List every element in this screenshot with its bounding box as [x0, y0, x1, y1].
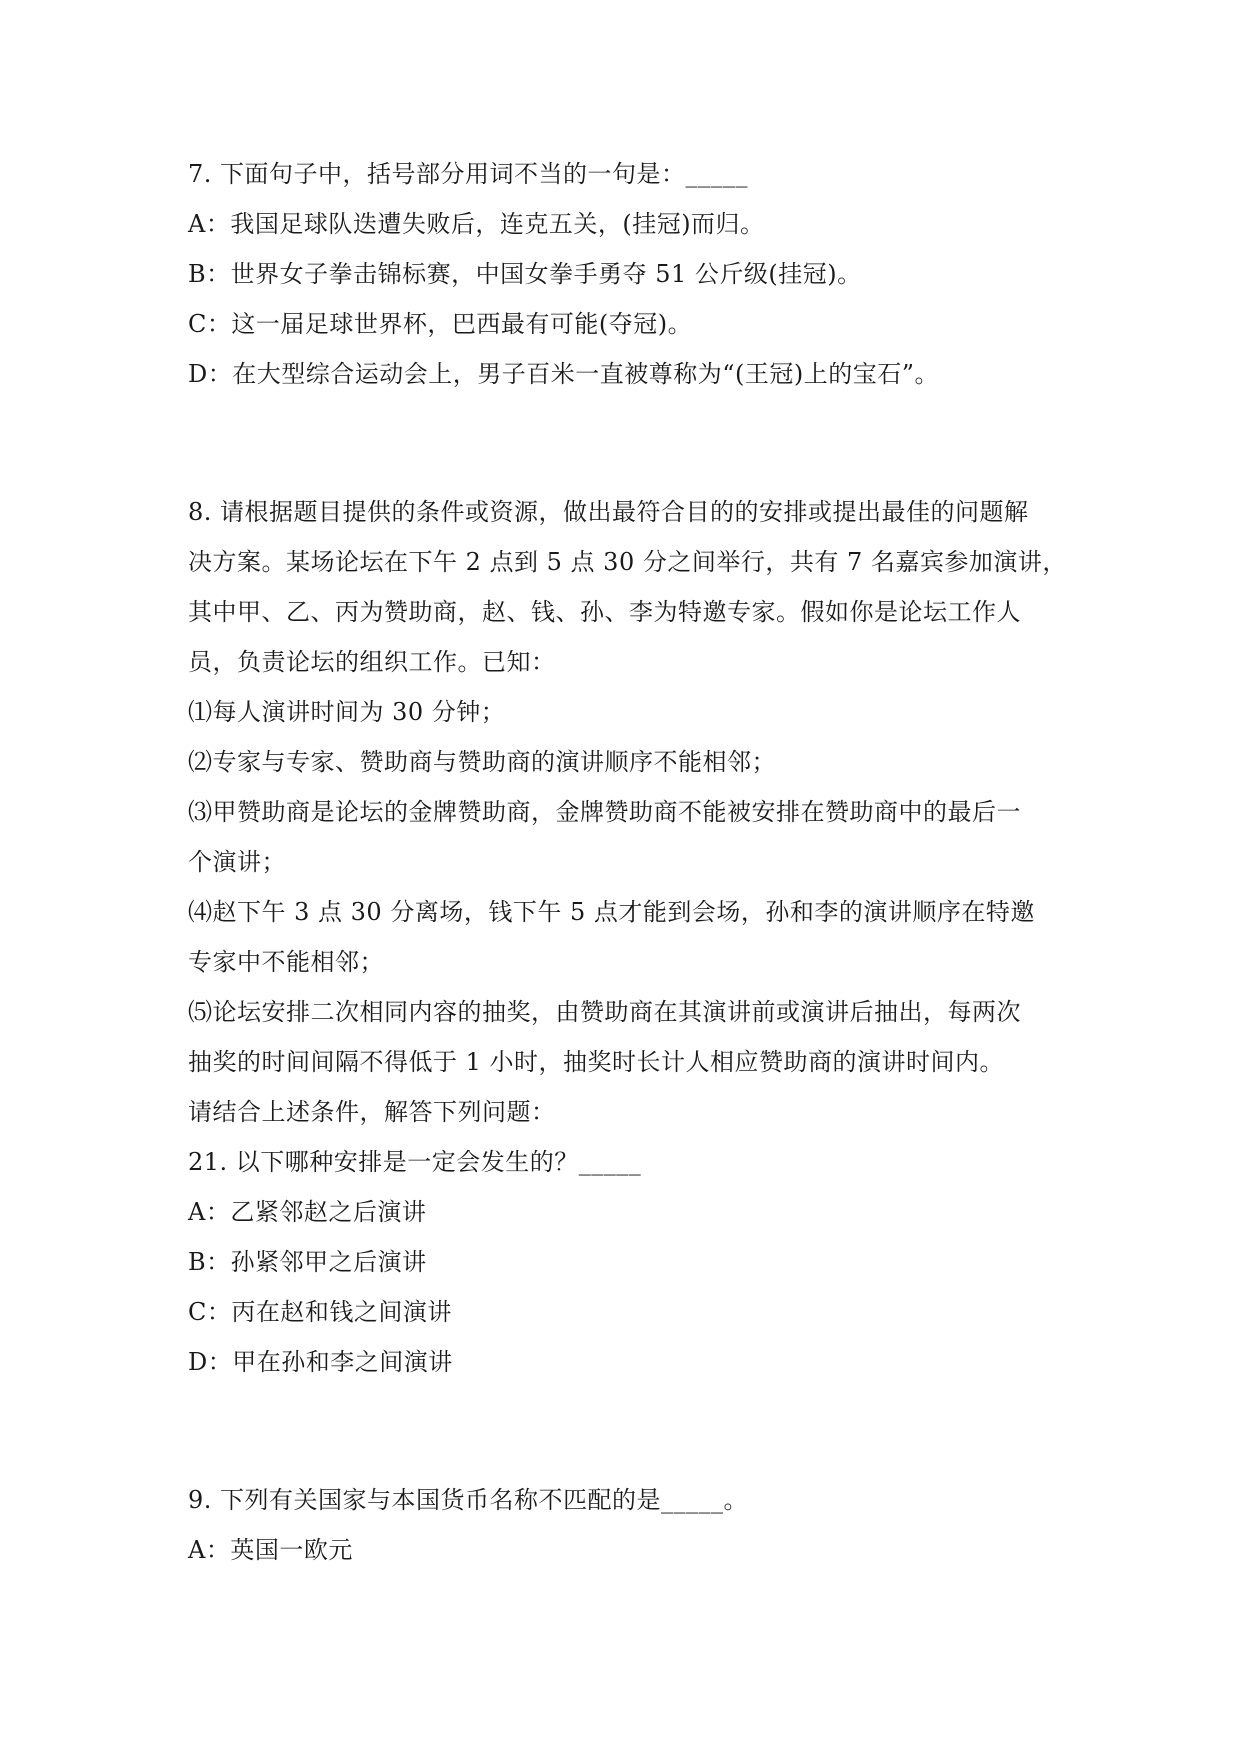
question-7-option-b: B：世界女子拳击锦标赛，中国女拳手勇夺 51 公斤级(挂冠)。: [188, 260, 862, 288]
question-9-option-a: A：英国一欧元: [188, 1536, 353, 1564]
question-8-condition: ⑴每人演讲时间为 30 分钟；: [188, 698, 506, 726]
question-21-option-a: A：乙紧邻赵之后演讲: [188, 1198, 427, 1226]
question-8-condition: ⑸论坛安排二次相同内容的抽奖，由赞助商在其演讲前或演讲后抽出，每两次: [188, 998, 1021, 1026]
question-8-condition: ⑶甲赞助商是论坛的金牌赞助商，金牌赞助商不能被安排在赞助商中的最后一: [188, 798, 1021, 826]
question-8-stem-line: 决方案。某场论坛在下午 2 点到 5 点 30 分之间举行，共有 7 名嘉宾参加演讲，: [188, 548, 1067, 576]
question-21-option-d: D：甲在孙和李之间演讲: [188, 1348, 453, 1376]
question-8-condition: 个演讲；: [188, 848, 286, 876]
question-7-option-d: D：在大型综合运动会上，男子百米一直被尊称为“(王冠)上的宝石”。: [188, 360, 940, 388]
question-8-stem-line: 其中甲、乙、丙为赞助商，赵、钱、孙、李为特邀专家。假如你是论坛工作人: [188, 598, 1021, 626]
question-8-condition: 抽奖的时间间隔不得低于 1 小时，抽奖时长计人相应赞助商的演讲时间内。: [188, 1048, 1005, 1076]
question-7-option-c: C：这一届足球世界杯，巴西最有可能(夺冠)。: [188, 310, 693, 338]
question-8-stem-line: 8. 请根据题目提供的条件或资源，做出最符合目的的安排或提出最佳的问题解: [188, 498, 1029, 526]
question-8-instruction: 请结合上述条件，解答下列问题：: [188, 1098, 556, 1126]
question-8-condition: 专家中不能相邻；: [188, 948, 384, 976]
question-21-option-c: C：丙在赵和钱之间演讲: [188, 1298, 452, 1326]
question-21-stem: 21. 以下哪种安排是一定会发生的？_____: [188, 1148, 642, 1176]
question-9-stem: 9. 下列有关国家与本国货币名称不匹配的是_____。: [188, 1486, 749, 1514]
question-8-condition: ⑵专家与专家、赞助商与赞助商的演讲顺序不能相邻；: [188, 748, 776, 776]
question-21-option-b: B：孙紧邻甲之后演讲: [188, 1248, 427, 1276]
question-8-stem-line: 员，负责论坛的组织工作。已知：: [188, 648, 556, 676]
question-7-option-a: A：我国足球队迭遭失败后，连克五关，(挂冠)而归。: [188, 210, 765, 238]
question-8-condition: ⑷赵下午 3 点 30 分离场，钱下午 5 点才能到会场，孙和李的演讲顺序在特邀: [188, 898, 1035, 926]
question-7-stem: 7. 下面句子中，括号部分用词不当的一句是：_____: [188, 160, 749, 188]
